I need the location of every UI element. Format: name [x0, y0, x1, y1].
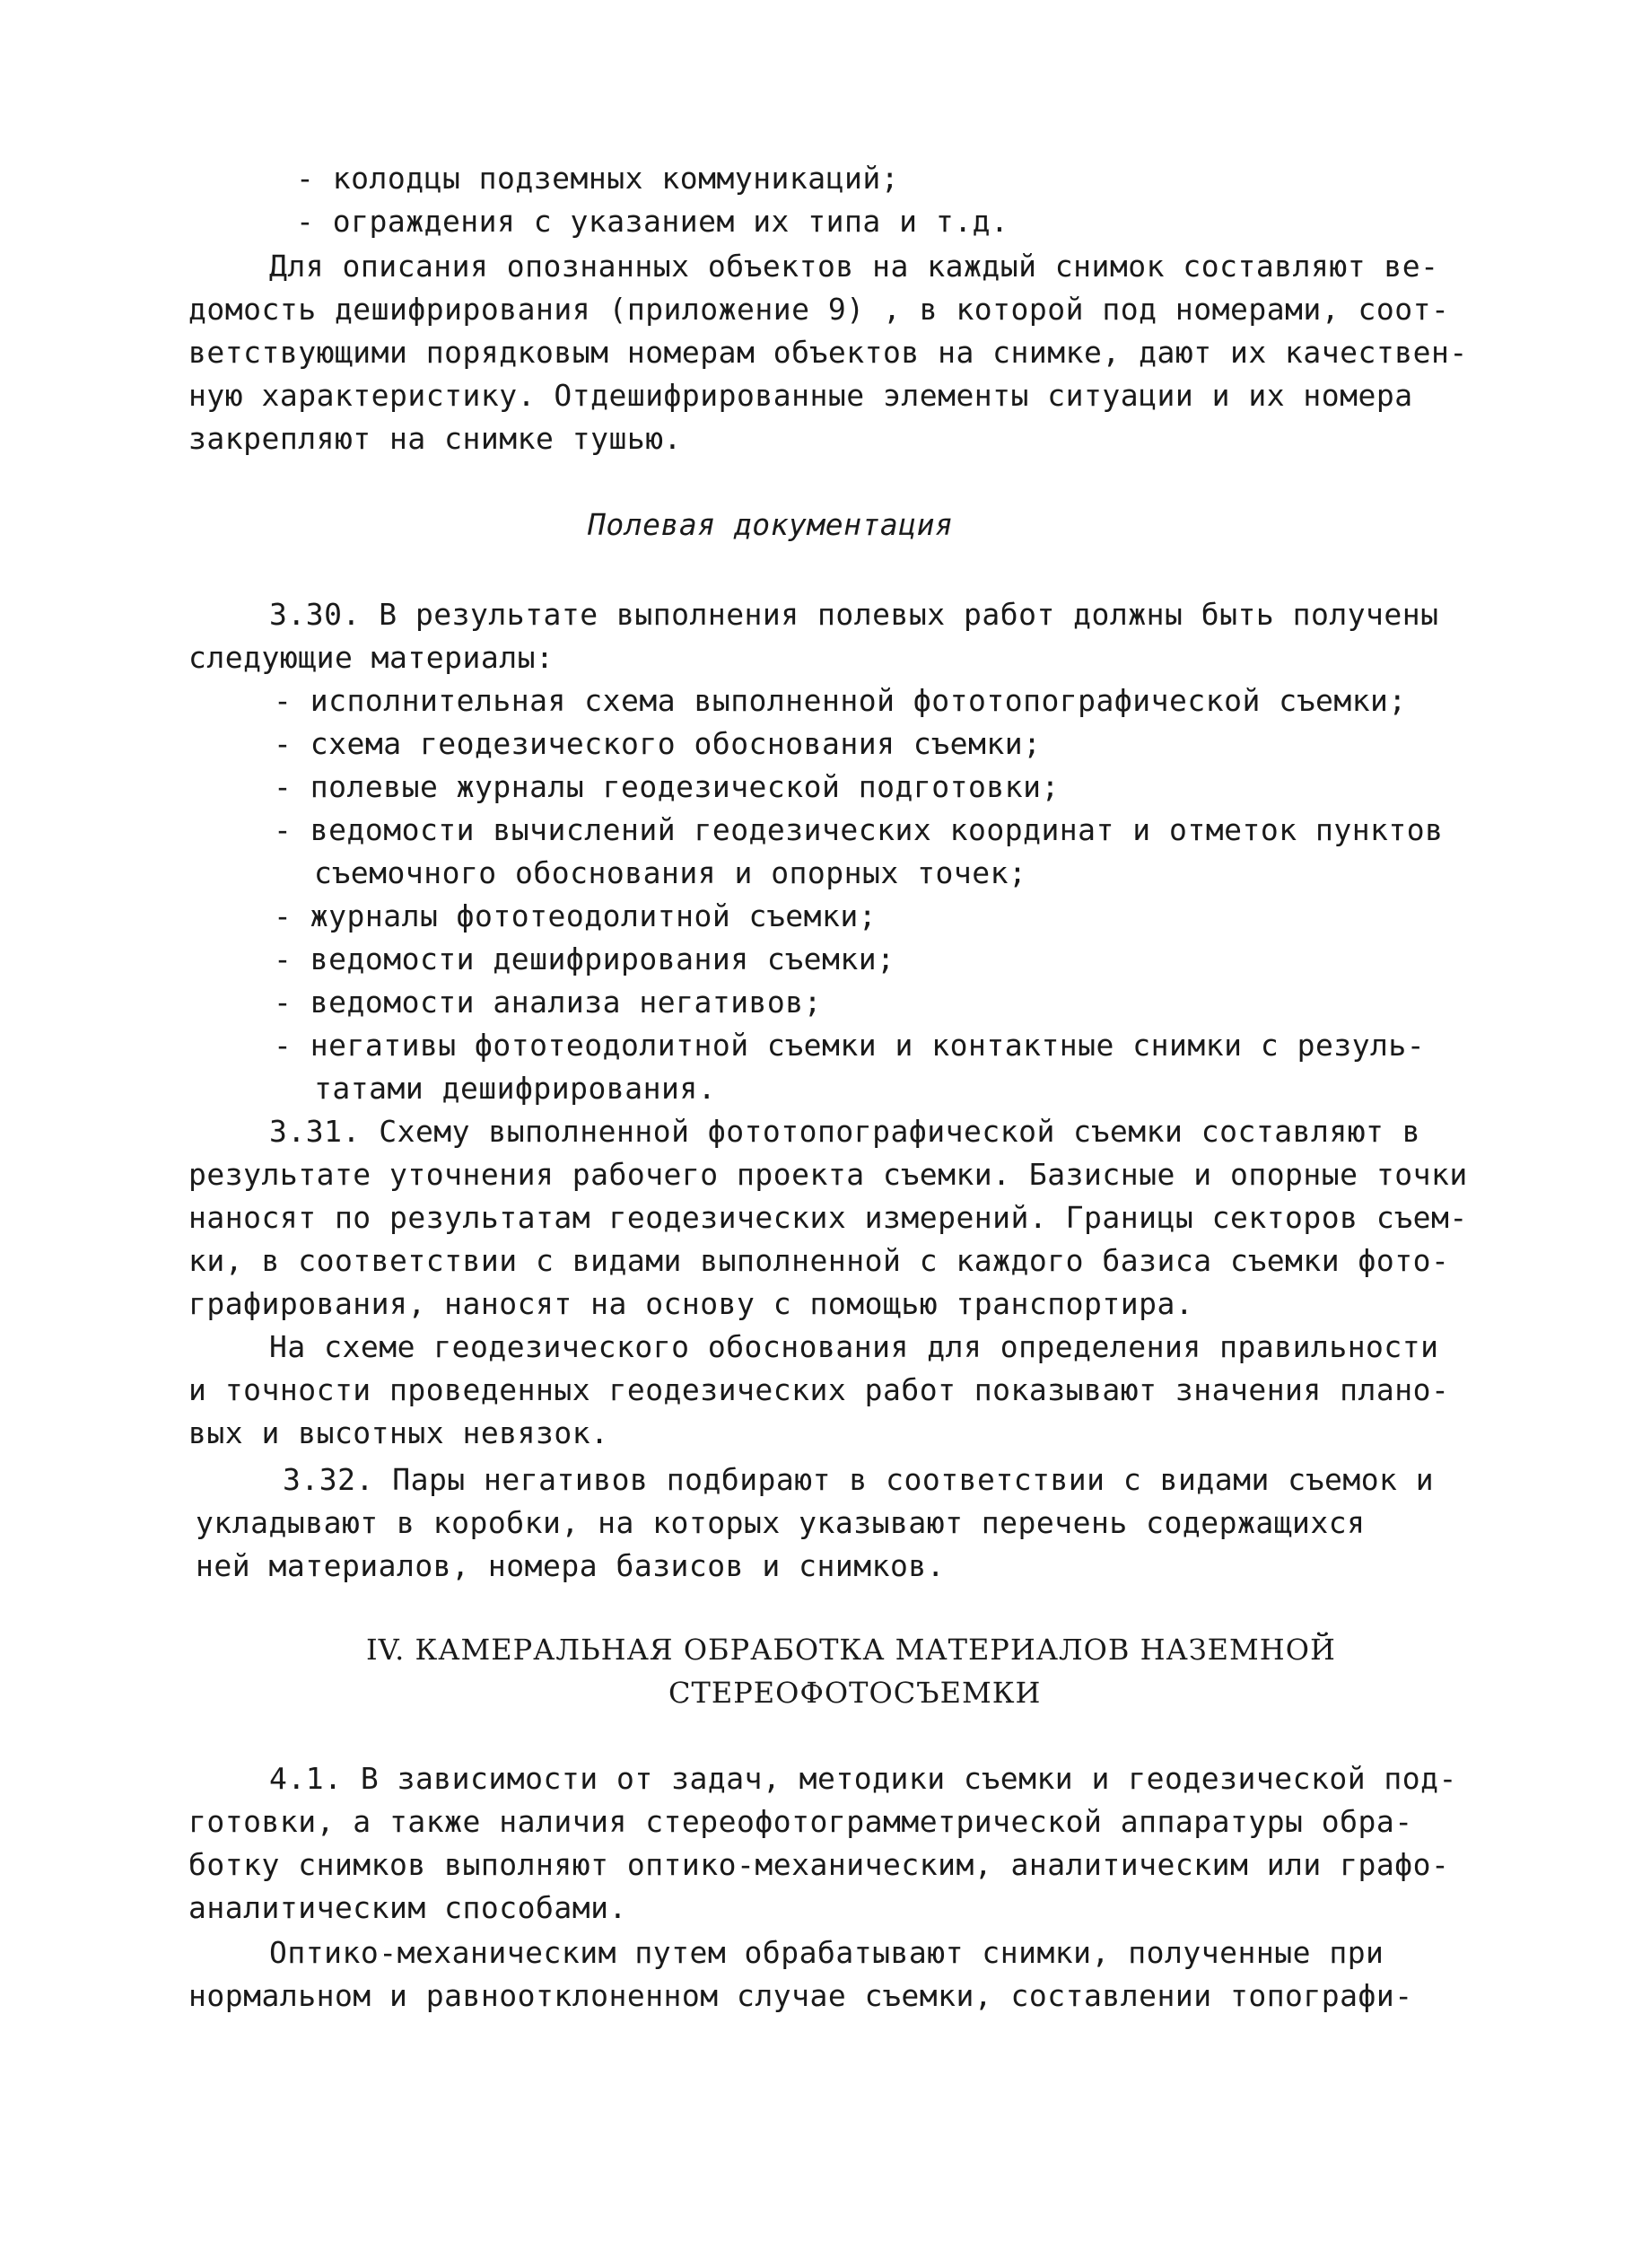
text-line: ботку снимков выполняют оптико-механическим, аналитическим или графо-: [188, 1847, 1450, 1882]
section-title-continuation: СТЕРЕОФОТОСЪЕМКИ: [668, 1676, 1042, 1710]
list-item: - негативы фототеодолитной съемки и контактные снимки с резуль-: [274, 1028, 1426, 1063]
list-item: - исполнительная схема выполненной фототопографической съемки;: [274, 683, 1407, 718]
list-item: - полевые журналы геодезической подготовки;: [274, 769, 1060, 804]
text-line: следующие материалы:: [188, 640, 555, 675]
text-line: ную характеристику. Отдешифрированные элементы ситуации и их номера: [188, 378, 1413, 413]
text-line: ней материалов, номера базисов и снимков.: [196, 1548, 946, 1583]
text-line: - ограждения с указанием их типа и т.д.: [296, 204, 1009, 239]
text-line: 3.30. В результате выполнения полевых работ должны быть получены: [269, 597, 1439, 632]
text-line: и точности проведенных геодезических работ показывают значения плано-: [188, 1372, 1450, 1407]
text-line: 4.1. В зависимости от задач, методики съемки и геодезической под-: [269, 1761, 1457, 1796]
text-line: нормальном и равноотклоненном случае съемки, составлении топографи-: [188, 1978, 1413, 2013]
text-line: - колодцы подземных коммуникаций;: [296, 161, 900, 196]
text-line: наносят по результатам геодезических измерений. Границы секторов съем-: [188, 1200, 1468, 1235]
list-item: - ведомости дешифрирования съемки;: [274, 941, 895, 976]
text-line: 3.31. Схему выполненной фототопографической съемки составляют в: [269, 1114, 1421, 1149]
list-item-continuation: съемочного обоснования и опорных точек;: [314, 855, 1027, 890]
text-line: ветствующими порядковым номерам объектов на снимке, дают их качествен-: [188, 335, 1468, 370]
text-line: вых и высотных невязок.: [188, 1415, 609, 1450]
list-item: - журналы фототеодолитной съемки;: [274, 898, 878, 933]
text-line: домость дешифрирования (приложение 9) , в которой под номерами, соот-: [188, 292, 1450, 327]
list-item: - схема геодезического обоснования съемки;: [274, 726, 1042, 761]
list-item: - ведомости вычислений геодезических координат и отметок пунктов: [274, 812, 1444, 847]
text-line: аналитическим способами.: [188, 1890, 627, 1925]
text-line: укладывают в коробки, на которых указывают перечень содержащихся: [196, 1505, 1366, 1540]
list-item-continuation: татами дешифрирования.: [314, 1071, 717, 1106]
text-line: 3.32. Пары негативов подбирают в соответствии с видами съемок и: [283, 1462, 1435, 1497]
section-title: IV. КАМЕРАЛЬНАЯ ОБРАБОТКА МАТЕРИАЛОВ НАЗЕМНОЙ: [366, 1633, 1336, 1667]
list-item: - ведомости анализа негативов;: [274, 985, 823, 1020]
text-line: результате уточнения рабочего проекта съемки. Базисные и опорные точки: [188, 1157, 1468, 1192]
text-line: ки, в соответствии с видами выполненной с каждого базиса съемки фото-: [188, 1243, 1450, 1278]
text-line: закрепляют на снимке тушью.: [188, 421, 682, 456]
text-line: графирования, наносят на основу с помощью транспортира.: [188, 1286, 1194, 1321]
text-line: готовки, а также наличия стереофотограмметрической аппаратуры обра-: [188, 1804, 1413, 1839]
text-line: На схеме геодезического обоснования для определения правильности: [269, 1329, 1439, 1364]
subheading-field-documentation: Полевая документация: [588, 507, 954, 542]
text-line: Оптико-механическим путем обрабатывают снимки, полученные при: [269, 1935, 1384, 1970]
text-line: Для описания опознанных объектов на каждый снимок составляют ве-: [269, 249, 1439, 284]
